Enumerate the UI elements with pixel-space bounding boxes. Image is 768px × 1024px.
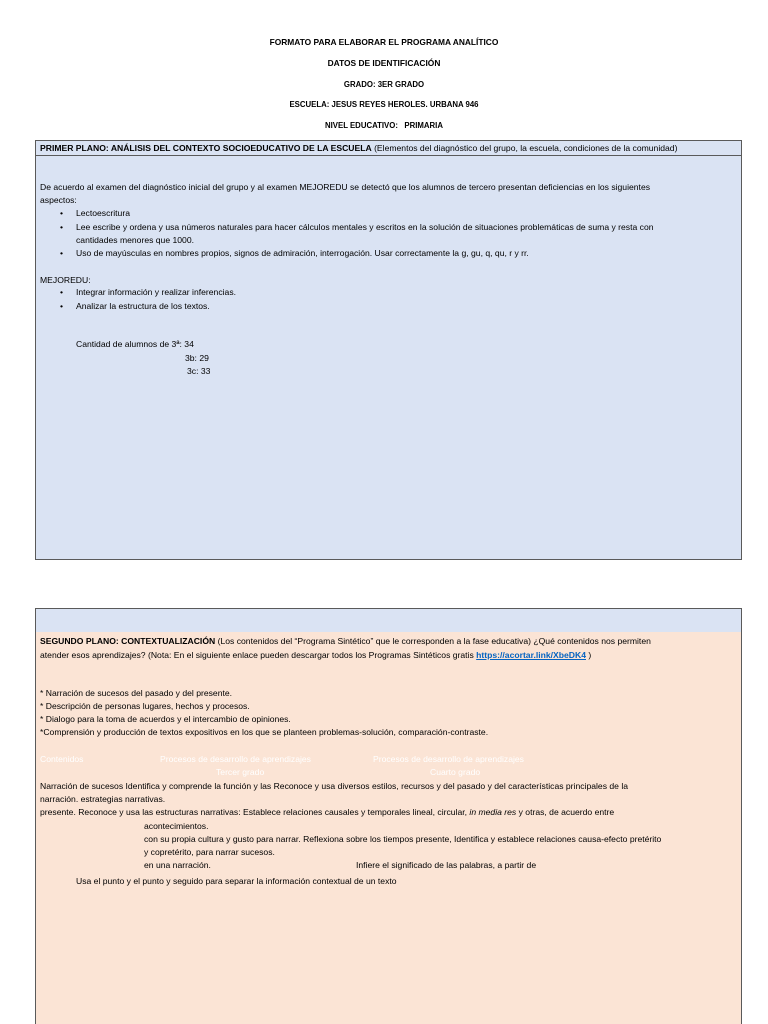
body-line: Infiere el significado de las palabras, a partir de — [356, 860, 537, 870]
italic-phrase: in media res — [469, 807, 517, 817]
segundo-plano-box — [35, 632, 742, 1024]
ghost-header-pda-3: Procesos de desarrollo de aprendizajes — [160, 754, 311, 764]
programas-link[interactable]: https://acortar.link/XbeDK4 — [476, 650, 586, 660]
bullet-dot: • — [60, 287, 64, 297]
body-line: y copretérito, para narrar sucesos. — [144, 847, 275, 857]
body-line-end: y otras, de acuerdo entre — [516, 807, 615, 817]
cantidad-3c: 3c: 33 — [187, 366, 211, 376]
bullet-dot: • — [60, 248, 64, 258]
section-title: DATOS DE IDENTIFICACIÓN — [327, 58, 441, 68]
body-line: con su propia cultura y gusto para narrar. Reflexiona sobre los tiempos presente, Identifica y establece relaciones causa-efecto pretérito — [144, 834, 662, 844]
segundo-plano-header-band — [35, 608, 742, 633]
contenido-item: *Comprensión y producción de textos expositivos en los que se planteen problemas-solución, comparación-contraste. — [40, 727, 489, 737]
primer-plano-title — [36, 141, 741, 156]
ghost-header-grado-4: Cuarto grado — [430, 767, 481, 777]
primer-plano-box — [35, 140, 742, 560]
body-line: narración. estrategias narrativas. — [40, 794, 166, 804]
mejoredu-item: Integrar información y realizar inferencias. — [76, 287, 237, 297]
grado-line: GRADO: 3ER GRADO — [343, 80, 425, 89]
body-line: Usa el punto y el punto y seguido para separar la información contextual de un texto — [76, 876, 397, 886]
ghost-header-contenidos: Contenidos — [40, 754, 84, 764]
primer-plano-title-rest: (Elementos del diagnóstico del grupo, la escuela, condiciones de la comunidad) — [371, 143, 678, 153]
body-line-text: presente. Reconoce y usa las estructuras narrativas: Establece relaciones causales y temporales lineal, circular, — [40, 807, 470, 817]
segundo-plano-title-bold: SEGUNDO PLANO: CONTEXTUALIZACIÓN — [40, 636, 216, 646]
bullet-item: Uso de mayúsculas en nombres propios, signos de admiración, interrogación. Usar correctamente la g, gu, q, qu, r y rr. — [76, 248, 529, 258]
cantidad-alumnos: Cantidad de alumnos de 3ª: 34 — [76, 339, 194, 349]
segundo-plano-title-line2 — [40, 649, 591, 661]
mejoredu-label: MEJOREDU: — [40, 275, 91, 285]
ghost-header-pda-4: Procesos de desarrollo de aprendizajes — [373, 754, 524, 764]
bullet-dot: • — [60, 208, 64, 218]
contenido-item: * Descripción de personas lugares, hechos y procesos. — [40, 701, 250, 711]
segundo-plano-title — [40, 635, 651, 647]
bullet-dot: • — [60, 301, 64, 311]
mejoredu-item: Analizar la estructura de los textos. — [76, 301, 210, 311]
ghost-header-grado-3: Tercer grado — [216, 767, 265, 777]
segundo-plano-title-rest: (Los contenidos del “Programa Sintético” que le corresponden a la fase educativa) ¿Qué contenidos nos permiten — [215, 636, 651, 646]
nivel-value: PRIMARIA — [404, 121, 443, 130]
body-line — [40, 806, 614, 818]
bullet-item: Lectoescritura — [76, 208, 130, 218]
cantidad-3b: 3b: 29 — [185, 353, 209, 363]
body-line: en una narración. — [144, 860, 211, 870]
nivel-line — [0, 121, 768, 130]
bullet-item-cont: cantidades menores que 1000. — [76, 235, 195, 245]
bullet-item: Lee escribe y ordena y usa números naturales para hacer cálculos mentales y escritos en la solución de situaciones problemáticas de suma y resta con — [76, 222, 654, 232]
body-line: Narración de sucesos Identifica y comprende la función y las Reconoce y usa diversos estilos, recursos y del pasado y del características principales de la — [40, 781, 629, 791]
bullet-dot: • — [60, 222, 64, 232]
intro-line-2: aspectos: — [40, 195, 77, 205]
contenido-item: * Narración de sucesos del pasado y del presente. — [40, 688, 233, 698]
contenido-item: * Dialogo para la toma de acuerdos y el intercambio de opiniones. — [40, 714, 291, 724]
nivel-label: NIVEL EDUCATIVO: — [325, 121, 398, 130]
intro-line-1: De acuerdo al examen del diagnóstico inicial del grupo y al examen MEJOREDU se detectó que los alumnos de tercero presentan deficiencias en los siguientes — [40, 182, 651, 192]
body-line: acontecimientos. — [144, 821, 209, 831]
escuela-line: ESCUELA: JESUS REYES HEROLES. URBANA 946 — [289, 100, 479, 109]
segundo-plano-note-end: ) — [586, 650, 592, 660]
primer-plano-title-bold: PRIMER PLANO: ANÁLISIS DEL CONTEXTO SOCIOEDUCATIVO DE LA ESCUELA — [40, 143, 372, 153]
segundo-plano-note: atender esos aprendizajes? (Nota: En el siguiente enlace pueden descargar todos los Programas Sintéticos gratis — [40, 650, 477, 660]
doc-title: FORMATO PARA ELABORAR EL PROGRAMA ANALÍTICO — [269, 37, 499, 47]
